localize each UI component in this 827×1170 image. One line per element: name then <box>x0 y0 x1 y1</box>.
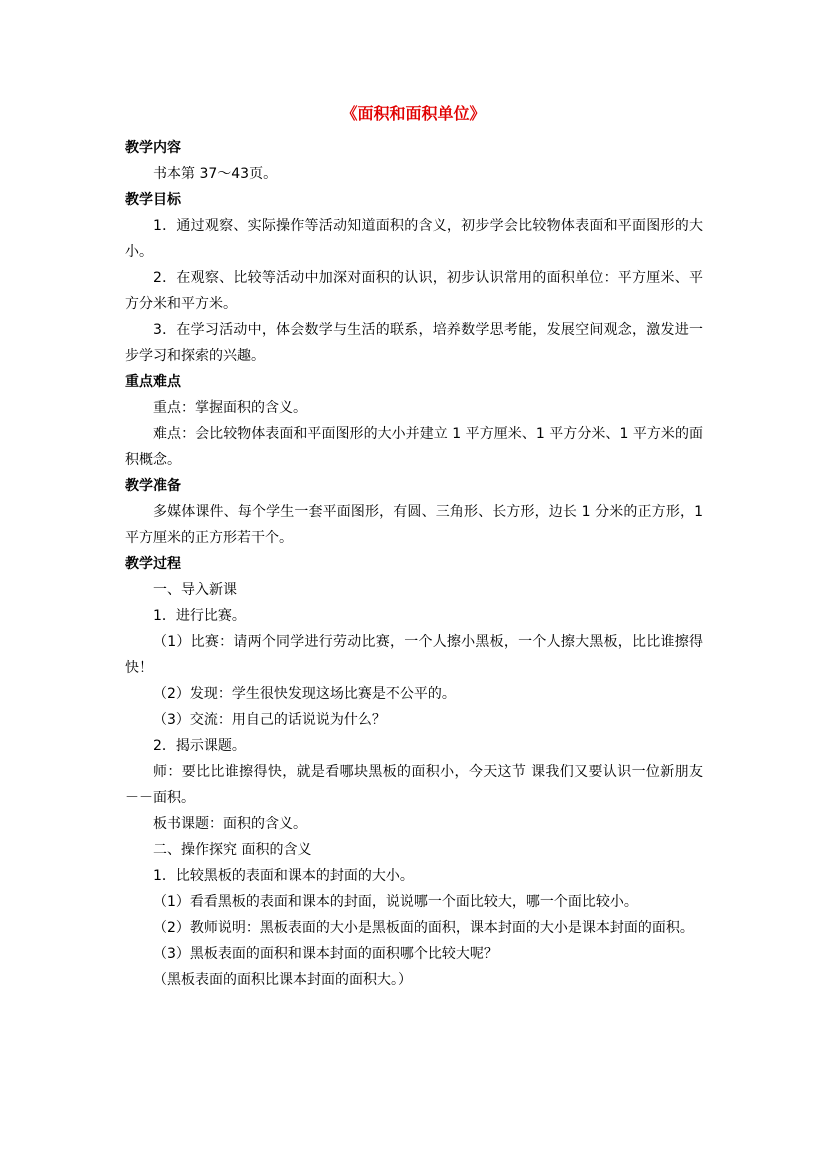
paragraph: （2）发现：学生很快发现这场比赛是不公平的。 <box>153 686 456 702</box>
section-heading-process: 教学过程 <box>125 556 181 572</box>
section-heading-goals: 教学目标 <box>125 192 181 208</box>
section-heading-key-points: 重点难点 <box>125 374 181 390</box>
paragraph: 1．进行比赛。 <box>153 608 246 624</box>
paragraph: 3．在学习活动中，体会数学与生活的联系，培养数学思考能，发展空间观念，激发进一步学习和探索的兴趣。 <box>125 322 703 364</box>
paragraph: 多媒体课件、每个学生一套平面图形，有圆、三角形、长方形，边长 1 分米的正方形，1 平方厘米的正方形若干个。 <box>125 504 703 546</box>
paragraph: 2．在观察、比较等活动中加深对面积的认识，初步认识常用的面积单位：平方厘米、平方分米和平方米。 <box>125 270 703 312</box>
paragraph: 一、导入新课 <box>153 582 237 598</box>
paragraph: 1．比较黑板的表面和课本的封面的大小。 <box>153 868 414 884</box>
document-body <box>125 135 703 993</box>
paragraph: （3）黑板表面的面积和课本封面的面积哪个比较大呢？ <box>153 946 498 962</box>
paragraph: 板书课题：面积的含义。 <box>153 816 307 832</box>
paragraph: 1．通过观察、实际操作等活动知道面积的含义，初步学会比较物体表面和平面图形的大小。 <box>125 218 703 260</box>
paragraph: 二、操作探究 面积的含义 <box>153 842 312 858</box>
paragraph: （3）交流：用自己的话说说为什么？ <box>153 712 386 728</box>
paragraph: （1）比赛：请两个同学进行劳动比赛，一个人擦小黑板，一个人擦大黑板，比比谁擦得快！ <box>125 634 703 676</box>
paragraph: 2．揭示课题。 <box>153 738 246 754</box>
paragraph: 重点：掌握面积的含义。 <box>153 400 307 416</box>
paragraph: 难点：会比较物体表面和平面图形的大小并建立 1 平方厘米、1 平方分米、1 平方米的面积概念。 <box>125 426 703 468</box>
paragraph: （2）教师说明：黑板表面的大小是黑板面的面积，课本封面的大小是课本封面的面积。 <box>153 920 694 936</box>
document-title: 《面积和面积单位》 <box>341 104 486 123</box>
paragraph: 书本第 37～43页。 <box>153 166 278 182</box>
paragraph: （1）看看黑板的表面和课本的封面，说说哪一个面比较大，哪一个面比较小。 <box>153 894 638 910</box>
section-heading-preparation: 教学准备 <box>125 478 181 494</box>
section-heading-content: 教学内容 <box>125 140 181 156</box>
paragraph: 师：要比比谁擦得快，就是看哪块黑板的面积小，今天这节 课我们又要认识一位新朋友－－面积。 <box>125 764 703 806</box>
paragraph: （黑板表面的面积比课本封面的面积大。） <box>153 972 412 988</box>
